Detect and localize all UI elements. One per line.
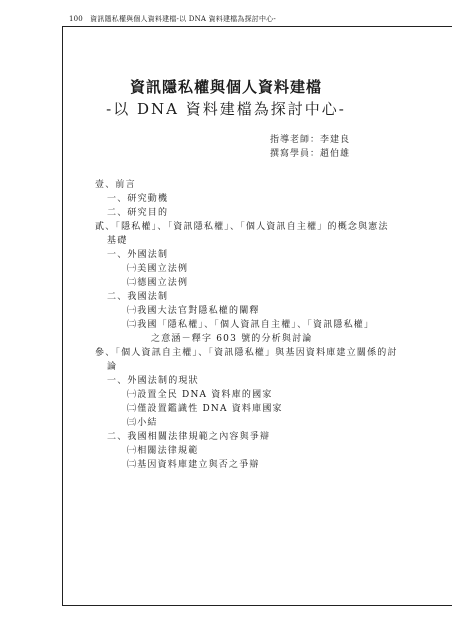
toc-item: ㈠相關法律規範 [127,446,199,456]
author-line: 撰寫學員：趙伯雄 [270,149,351,159]
advisor-line: 指導老師：李建良 [270,135,351,145]
toc-item: 二、我國相關法律規範之內容與爭辯 [107,432,271,442]
toc-item: ㈠我國大法官對隱私權的闡釋 [127,306,260,316]
toc-item: 基礎 [107,236,128,246]
subtitle: -以 DNA 資料建檔為探討中心- [106,100,346,118]
toc-item: 之意涵－釋字 603 號的分析與討論 [151,334,313,344]
toc-item: 二、研究目的 [107,208,169,218]
toc-item: 一、研究動機 [107,194,169,204]
toc-item: 論 [107,362,118,372]
toc-item: 參、「個人資訊自主權」、「資訊隱私權」與基因資料庫建立關係的討 [95,348,398,358]
toc-item: ㈡僅設置鑑識性 DNA 資料庫國家 [127,404,283,414]
toc-item: ㈡德國立法例 [127,278,189,288]
toc-item: ㈠設置全民 DNA 資料庫的國家 [127,390,273,400]
toc-item: ㈠美國立法例 [127,264,189,274]
main-title: 資訊隱私權與個人資料建檔 [129,78,322,96]
toc-item: 一、外國法制的現狀 [107,376,199,386]
toc-item: ㈢小結 [127,418,158,428]
toc-item: 二、我國法制 [107,292,169,302]
toc-item: ㈡基因資料庫建立與否之爭辯 [127,460,260,470]
toc-item: 貳、「隱私權」、「資訊隱私權」、「個人資訊自主權」的概念與憲法 [95,222,389,232]
running-header: 100 資訊隱私權與個人資料建檔-以 DNA 資料建檔為探討中心- [69,15,276,23]
toc-item: 一、外國法制 [107,250,169,260]
toc-item: ㈡我國「隱私權」、「個人資訊自主權」、「資訊隱私權」 [127,320,375,330]
toc-item: 壹、前言 [95,180,136,190]
